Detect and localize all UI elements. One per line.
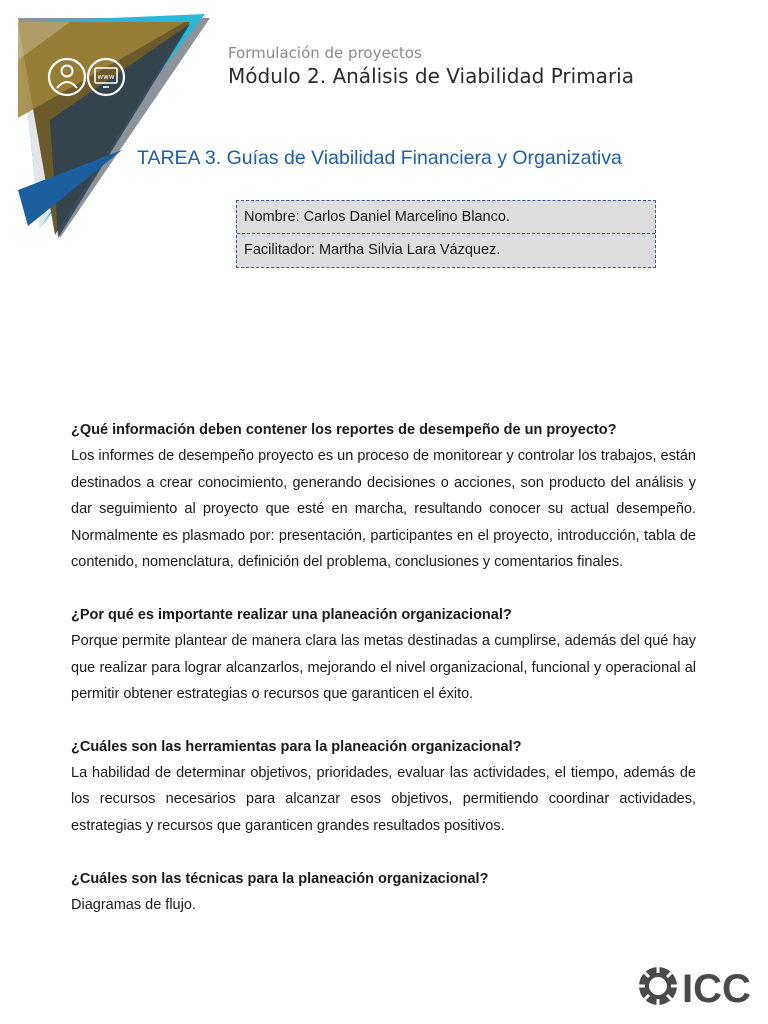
task-title: TAREA 3. Guías de Viabilidad Financiera y Organizativa — [137, 147, 622, 169]
question-heading: ¿Por qué es importante realizar una planeación organizacional? — [71, 606, 512, 623]
question-heading: ¿Cuáles son las técnicas para la planeación organizacional? — [71, 870, 489, 887]
facilitator-name: Facilitador: Martha Silvia Lara Vázquez. — [237, 233, 655, 266]
module-title: Módulo 2. Análisis de Viabilidad Primaria — [228, 64, 634, 88]
qa-section — [71, 734, 696, 840]
qa-section — [71, 866, 696, 919]
svg-text:www: www — [97, 73, 115, 81]
answer-paragraph: Diagramas de flujo. — [71, 896, 196, 913]
student-info-box — [236, 200, 656, 268]
answer-paragraph: Los informes de desempeño proyecto es un proceso de monitorear y controlar los trabajos, están destinados a crear conocimiento, generando decisiones o acciones, son producto del análisis y dar seguimiento al proyecto que esté en marcha, resultando conocer su actual desempeño. Normalmente es plasmado por: presentación, participantes en el proyecto, introducción, tabla de contenido, nomenclatura, definición del problema, conclusiones y comentarios finales. — [71, 448, 696, 571]
answer-paragraph: Porque permite plantear de manera clara las metas destinadas a cumplirse, además del qué hay que realizar para lograr alcanzarlos, mejorando el nivel organizacional, funcional y operacional al permitir obtener estrategias o recursos que garanticen el éxito. — [71, 632, 696, 703]
answer-paragraph: La habilidad de determinar objetivos, prioridades, evaluar las actividades, el tiempo, además de los recursos necesarios para alcanzar esos objetivos, permitiendo coordinar actividades, estrategias y recursos que garanticen grandes resultados positivos. — [71, 764, 696, 834]
course-title: Formulación de proyectos — [228, 44, 422, 62]
header-decoration — [0, 0, 230, 250]
question-heading: ¿Qué información deben contener los reportes de desempeño de un proyecto? — [71, 422, 617, 438]
icc-logo — [636, 962, 756, 1010]
logo-text: ICC — [682, 967, 751, 1010]
qa-section — [71, 602, 696, 708]
document-body — [71, 417, 696, 944]
question-heading: ¿Cuáles son las herramientas para la planeación organizacional? — [71, 738, 522, 755]
gear-icon — [637, 965, 679, 1007]
qa-section — [71, 417, 696, 576]
student-name: Nombre: Carlos Daniel Marcelino Blanco. — [244, 209, 510, 225]
